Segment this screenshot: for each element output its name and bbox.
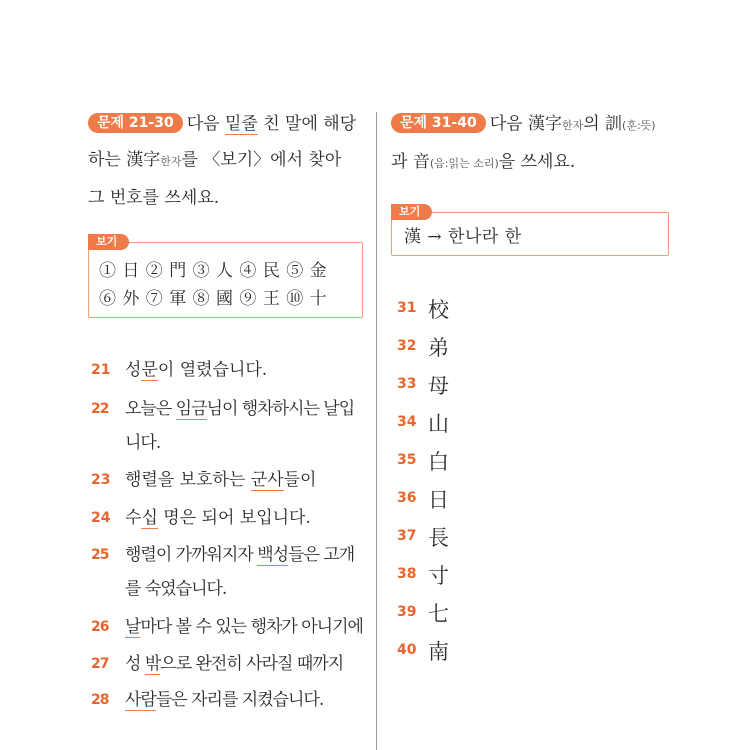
bogi-box-left — [88, 235, 363, 318]
instruction-31-40 — [391, 106, 671, 182]
question-21 — [88, 354, 363, 386]
hanja-question-33 — [391, 368, 671, 406]
question-number: 35 — [397, 452, 417, 468]
instr-text: 친 말에 해당하는 漢字 — [88, 114, 357, 170]
question-26 — [88, 610, 363, 644]
question-22 — [88, 392, 363, 460]
question-text: 명은 되어 보입니다. — [157, 508, 311, 528]
question-number: 27 — [91, 656, 109, 672]
question-number: 26 — [91, 619, 109, 635]
hanja-char: 寸 — [428, 564, 449, 588]
hanja-question-37 — [391, 520, 671, 558]
underlined-word: 사람 — [125, 690, 156, 710]
question-number: 31 — [397, 300, 417, 316]
left-column — [88, 106, 363, 716]
hanja-question-36 — [391, 482, 671, 520]
instr-small: (훈:뜻) — [622, 119, 656, 132]
instruction-21-30 — [88, 106, 363, 216]
underlined-word: 밖 — [144, 654, 161, 674]
question-text: 성 — [125, 360, 142, 380]
bogi-example: 漢 → 한나라 한 — [404, 227, 522, 247]
question-25 — [88, 538, 363, 606]
instr-text: 를 〈보기〉에서 찾아 그 번호를 쓰세요. — [88, 150, 342, 208]
problem-badge-31-40: 문제 31-40 — [391, 113, 486, 133]
instr-text: 과 音 — [391, 152, 430, 172]
question-text: 이 열렸습니다. — [157, 360, 268, 380]
question-list-21-28 — [88, 354, 363, 716]
problem-badge-21-30: 문제 21-30 — [88, 113, 183, 133]
instr-text: 다음 漢字 — [489, 114, 562, 134]
hanja-char: 山 — [428, 412, 449, 436]
question-number: 36 — [397, 490, 417, 506]
question-number: 24 — [91, 510, 111, 526]
hanja-char: 長 — [428, 526, 449, 550]
underlined-word: 문 — [141, 360, 158, 380]
hanja-question-35 — [391, 444, 671, 482]
instr-text: 을 쓰세요. — [498, 152, 576, 172]
question-27 — [88, 648, 363, 680]
underlined-word: 날 — [125, 617, 141, 637]
instr-underlined: 밑줄 — [224, 114, 258, 134]
question-text: 수 — [125, 508, 142, 528]
question-text: 으로 완전히 사라질 때까지 — [160, 654, 344, 674]
hanja-char: 日 — [428, 488, 449, 512]
instr-text: 의 訓 — [583, 114, 623, 134]
question-text: 오늘은 — [125, 399, 176, 419]
question-text: 성 — [125, 654, 145, 674]
question-text: 행렬을 보호하는 — [125, 470, 251, 490]
question-text: 들은 고개를 숙였습니다. — [125, 545, 355, 599]
hanja-char: 母 — [428, 374, 449, 398]
question-28 — [88, 684, 363, 716]
question-23 — [88, 464, 363, 496]
question-number: 37 — [397, 528, 417, 544]
question-number: 40 — [397, 642, 417, 658]
instr-text: 다음 — [186, 114, 225, 134]
bogi-row-2: ⑥ 外 ⑦ 軍 ⑧ 國 ⑨ 王 ⑩ 十 — [99, 289, 328, 309]
underlined-word: 백성 — [257, 545, 289, 565]
hanja-char: 七 — [428, 602, 449, 626]
hanja-question-34 — [391, 406, 671, 444]
hanja-char: 弟 — [428, 336, 449, 360]
hanja-question-38 — [391, 558, 671, 596]
hanja-question-39 — [391, 596, 671, 634]
hanja-question-32 — [391, 330, 671, 368]
instr-small: (음:읽는 소리) — [429, 157, 499, 170]
hanja-question-40 — [391, 634, 671, 672]
hanja-char: 校 — [428, 298, 449, 322]
hanja-char: 南 — [428, 640, 449, 664]
question-text: 행렬이 가까워지자 — [125, 545, 258, 565]
question-number: 23 — [91, 472, 111, 488]
bogi-tag: 보기 — [391, 204, 432, 220]
question-text: 님이 행차하시는 날입니다. — [125, 399, 355, 453]
question-number: 25 — [91, 547, 109, 563]
question-number: 38 — [397, 566, 417, 582]
question-number: 22 — [91, 401, 109, 417]
question-text: 들은 자리를 지켰습니다. — [155, 690, 324, 710]
column-divider — [376, 112, 377, 750]
question-number: 32 — [397, 338, 417, 354]
question-text: 들이 — [283, 470, 317, 490]
instr-small: 한자 — [561, 119, 584, 132]
question-number: 21 — [91, 362, 111, 378]
question-number: 34 — [397, 414, 417, 430]
right-column — [391, 106, 671, 672]
question-text: 마다 볼 수 있는 행차가 아니기에 — [140, 617, 363, 637]
question-24 — [88, 502, 363, 534]
underlined-word: 군사 — [250, 470, 284, 490]
underlined-word: 십 — [141, 508, 158, 528]
question-number: 39 — [397, 604, 417, 620]
bogi-row-1: ① 日 ② 門 ③ 人 ④ 民 ⑤ 金 — [99, 261, 328, 281]
bogi-tag: 보기 — [88, 234, 129, 250]
bogi-box-right — [391, 205, 669, 256]
instr-small: 한자 — [160, 155, 182, 168]
hanja-char: 白 — [428, 450, 449, 474]
hanja-question-31 — [391, 292, 671, 330]
question-number: 28 — [91, 692, 109, 708]
question-number: 33 — [397, 376, 417, 392]
underlined-word: 임금 — [175, 399, 207, 419]
hanja-question-list — [391, 292, 671, 672]
